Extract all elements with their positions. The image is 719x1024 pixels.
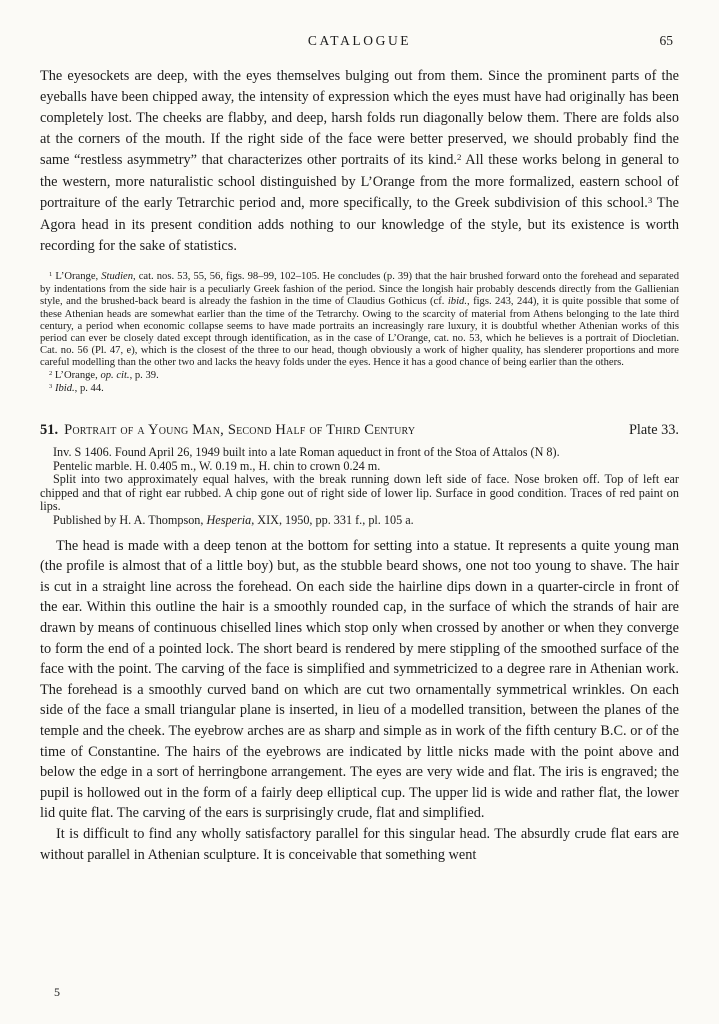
page-number: 65 (659, 33, 673, 48)
footnote-2: $^2$ L’Orange, op. cit., p. 39. (49, 369, 159, 381)
main-text-section (40, 66, 679, 257)
entry-paragraph-2: It is difficult to find any wholly satisfactory parallel for this singular head. The absurdly crude flat ears are without parallel in Athenian sculpture. It is conceivable that something went (40, 825, 679, 863)
entry-number: 51. (40, 422, 59, 439)
page-header (40, 33, 679, 51)
detail-publication: Published by H. A. Thompson, Hesperia, XIX, 1950, pp. 331 f., pl. 105 a. (53, 513, 414, 527)
entry-paragraph-1: The head is made with a deep tenon at the bottom for setting into a statue. It represents a quite young man (the profile is almost that of a little boy) but, as the stubble beard shows, one not too young to shave. The hair is cut in a straight line across the forehead. On each side the hairline dips down in a quarter-circle in front of the ear. Within this outline the hair is a smoothly rounded cap, in the surface of which the strands of hair are drawn by means of continuous chiselled lines which stop only when crossed by another or when they converge to form the end of a pointed lock. The short beard is rendered by mere stippling of the smoothed surface of the face with the point. The carving of the face is simplified and symmetricized to a degree rare in Athenian work. The forehead is a smoothly curved band on which are cut two ornamentally symmetrical wrinkles. On each side of the face a small triangular plane is inserted, in lieu of a modelled transition, between the planes of the temple and the cheek. The eyebrow arches are as sharp and simple as in work of the fifth century B.C. or of the time of Constantine. The hairs of the eyebrows are indicated by little nicks made with the point above and below the edge in a sort of herringbone arrangement. The eyes are very wide and flat. The iris is engraved; the pupil is hollowed out in the form of a fairly deep elliptical cup. The upper lid is wide and rather flat, the lower lid quite flat. The carving of the ears is surprisingly crude, flat and simplified. (40, 537, 679, 822)
entry-details (40, 446, 679, 528)
detail-findspot: Inv. S 1406. Found April 26, 1949 built into a late Roman aqueduct in front of the Stoa of Attalos (N 8). (53, 445, 560, 460)
footnote-1: $^1$ L’Orange, Studien, cat. nos. 53, 55, 56, figs. 98–99, 102–105. He concludes (p. 39) that the hair brushed forward onto the forehead and separated by indentations from the side hair is a peculiarly Greek fashion of the period. Since the longish hair probably descends directly from the Gallienian style, and the brushed-back beard is already the fashion in the time of Claudius Gothicus (cf. ibid., figs. 243, 244), it is quite possible that some of these Athenian heads are somewhat earlier than the time of the Tetrarchy. Owing to the scarcity of material from Athens belonging to the late third century, a period when economic collapse seems to have made portraits an increasingly rare luxury, it is doubtful whether Athenian works of this period can ever be closely dated except through identification, as in the case of L’Orange, cat. no. 53, which he believes is a portrait of Diocletian. Cat. no. 56 (Pl. 47, e), which is the closest of the three to our head, though obviously a work of higher quality, has slenderer proportions and more careful modelling than the other two and lacks the heavy folds under the eyes. Hence it has a good chance of being earlier than the others. (40, 271, 679, 369)
detail-material: Pentelic marble. H. 0.405 m., W. 0.19 m., H. chin to crown 0.24 m. (53, 458, 381, 473)
running-head: CATALOGUE (307, 33, 412, 48)
plate-reference: Plate 33. (628, 422, 679, 439)
footnotes-section (40, 271, 679, 396)
continuation-paragraph: The eyesockets are deep, with the eyes themselves bulging out from them. Since the prominent parts of the eyeballs have been chipped away, the intensity of expression which the eyes must have had originally has been completely lost. The cheeks are flabby, and deep, harsh folds run diagonally below them. There are folds also at the corners of the mouth. If the right side of the face were better preserved, we should probably find the same “restless asymmetry” that characterizes other portraits of its kind.$^2$ All these works belong in general to the western, more naturalistic school distinguished by L’Orange from the more formalized, eastern school of portraiture of the early Tetrarchic period and, more specifically, to the Greek subdivision of this school.$^3$ The Agora head in its present condition adds nothing to our knowledge of the style, but its existence is worth recording for the sake of statistics. (40, 68, 679, 254)
entry-heading-left (40, 422, 415, 439)
entry-heading (40, 422, 679, 439)
detail-condition: Split into two approximately equal halves, with the break running down left side of face. Nose broken off. Top of left ear chipped and that of right ear rubbed. A chip gone out of right side of lower lip. Surface in good condition. Traces of red paint on lips. (40, 472, 679, 514)
entry-body (40, 536, 679, 866)
catalogue-entry-51 (40, 396, 679, 865)
page-footer (40, 985, 679, 1000)
signature-number: 5 (54, 985, 60, 999)
entry-title: Portrait of a Young Man, Second Half of Third Century (64, 422, 416, 439)
footnote-3: $^3$ Ibid., p. 44. (49, 382, 104, 394)
